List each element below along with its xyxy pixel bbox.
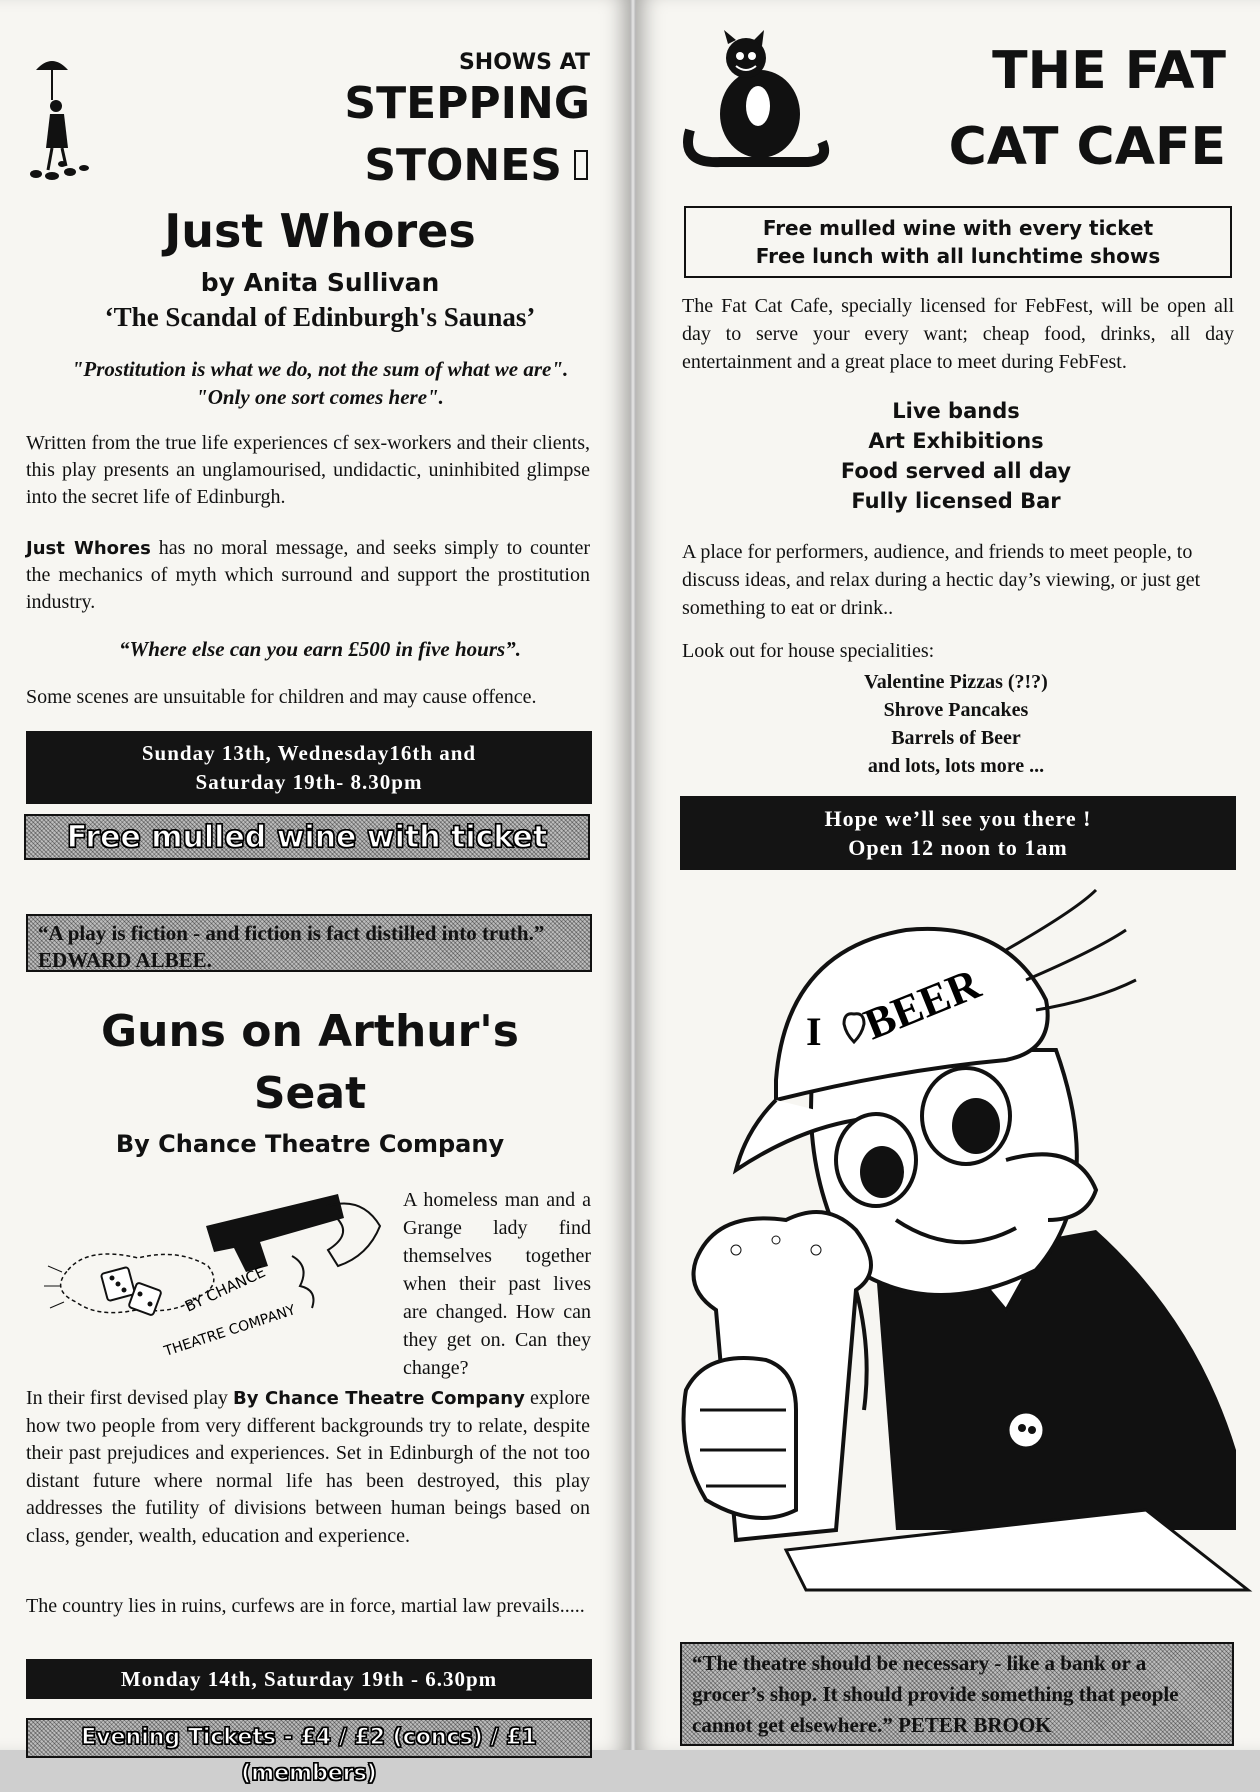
show2-paragraph-1-a: In their first devised play: [26, 1387, 234, 1409]
show1-paragraph-1: Written from the true life experiences cf sex-workers and their clients, this play presents an unglamourised, undidactic, uninhibited glimpse into the secret life of Edinburgh.: [26, 432, 590, 508]
fat-cat-icon: [680, 30, 830, 170]
show1-subtitle: ‘The Scandal of Edinburgh's Saunas’: [104, 302, 536, 332]
logo-text-line1: BY CHANCE: [182, 1262, 269, 1316]
cafe-title-line2: CAT CAFE: [948, 117, 1226, 177]
cafe-specialities: [676, 668, 1236, 780]
evening-tickets-banner: Evening Tickets - £4 / £2 (concs) / £1 (members): [26, 1718, 592, 1758]
show2-paragraph-1-bold: By Chance Theatre Company: [233, 1388, 525, 1409]
hope-line2: Open 12 noon to 1am: [848, 835, 1068, 860]
empty-box-mark: [574, 150, 588, 180]
dice-icon: [101, 1267, 162, 1316]
show1-dates-line2: Saturday 19th- 8.30pm: [195, 770, 423, 794]
cafe-lookout: Look out for house specialities:: [682, 640, 935, 662]
cap-text-beer: BEER: [857, 958, 987, 1050]
show1-quote-1: "Prostitution is what we do, not the sum of what we are".: [71, 357, 569, 381]
header-stepping: STEPPING: [344, 78, 590, 129]
show1-author: by Anita Sullivan: [200, 268, 440, 297]
show1-paragraph-2-rest: has no moral message, and seeks simply to counter the mechanics of myth which surround and support the prostitution industry.: [26, 537, 590, 613]
speciality-1: Valentine Pizzas (?!?): [864, 671, 1048, 693]
show2-paragraph-2: The country lies in ruins, curfews are in force, martial law prevails.....: [26, 1595, 585, 1617]
umbrella-woman-icon: [22, 52, 100, 182]
cafe-offer-line1: Free mulled wine with every ticket: [762, 216, 1154, 240]
show2-dates-bar: Monday 14th, Saturday 19th - 6.30pm: [26, 1659, 592, 1699]
show2-paragraph-1-b: explore how two people from very different backgrounds try to relate, despite their past prejudices and experiences. Set in Edinburgh of the not too distant future where normal life has been destroyed, this play addresses the futility of divisions between human beings based on class, gender, wealth, education and experience.: [26, 1387, 590, 1547]
show2-company: By Chance Theatre Company: [115, 1130, 505, 1158]
free-mulled-wine-banner: Free mulled wine with ticket: [24, 814, 590, 860]
left-page: [0, 0, 630, 1786]
hope-line1: Hope we’ll see you there !: [824, 806, 1092, 831]
feature-bar: Fully licensed Bar: [851, 489, 1061, 513]
show1-quote-3: “Where else can you earn £500 in five hours”.: [119, 637, 521, 661]
show1-dates-line1: Sunday 13th, Wednesday16th and: [141, 741, 477, 765]
show2-title-line2: Seat: [253, 1068, 367, 1119]
albee-quote-box: “A play is fiction - and fiction is fact distilled into truth.” EDWARD ALBEE.: [26, 914, 592, 972]
show1-paragraph-2-bold: Just Whores: [26, 538, 151, 559]
gun-and-dice-illustration: [28, 1186, 403, 1386]
cafe-hope-bar: [680, 796, 1236, 870]
show1-quote-2: "Only one sort comes here".: [196, 385, 444, 409]
right-page: [636, 0, 1260, 1750]
show1-dates-bar: [26, 731, 592, 804]
cafe-features-list: [676, 396, 1236, 516]
speciality-3: Barrels of Beer: [891, 727, 1021, 749]
cafe-title-line1: THE FAT: [992, 41, 1226, 101]
show2-paragraph-1: [26, 1385, 590, 1550]
feature-art-exhibitions: Art Exhibitions: [868, 429, 1044, 453]
show1-warning: Some scenes are unsuitable for children and may cause offence.: [26, 686, 537, 708]
feature-live-bands: Live bands: [892, 399, 1020, 423]
header-shows-at: SHOWS AT: [458, 50, 590, 75]
cafe-offer-box: [684, 206, 1232, 278]
feature-food: Food served all day: [840, 459, 1072, 483]
show1-title: Just Whores: [164, 204, 476, 258]
cap-letter-i: I: [806, 1009, 822, 1054]
speciality-2: Shrove Pancakes: [883, 699, 1029, 721]
header-stones: STONES: [364, 140, 562, 191]
beer-guy-cartoon: [676, 890, 1248, 1590]
cafe-paragraph-2: A place for performers, audience, and friends to meet people, to discuss ideas, and relax during a hectic day’s viewing, or just get something to eat or drink..: [682, 541, 1201, 619]
cafe-intro: The Fat Cat Cafe, specially licensed for FebFest, will be open all day to serve your every want; cheap food, drinks, all day entertainment and a great place to meet during FebFest.: [682, 295, 1234, 373]
speciality-4: and lots, lots more ...: [867, 755, 1045, 777]
logo-text-line2: THEATRE COMPANY: [162, 1302, 298, 1360]
show1-paragraph-2: [26, 535, 590, 616]
show2-side-text: A homeless man and a Grange lady find themselves together when their past lives are changed. How can they get on. Can they change?: [403, 1189, 591, 1379]
brook-quote-box: “The theatre should be necessary - like a bank or a grocer’s shop. It should provide something that people cannot get elsewhere.” PETER BROOK: [680, 1642, 1234, 1746]
cafe-offer-line2: Free lunch with all lunchtime shows: [755, 244, 1161, 268]
show2-title-line1: Guns on Arthur's: [101, 1006, 519, 1057]
